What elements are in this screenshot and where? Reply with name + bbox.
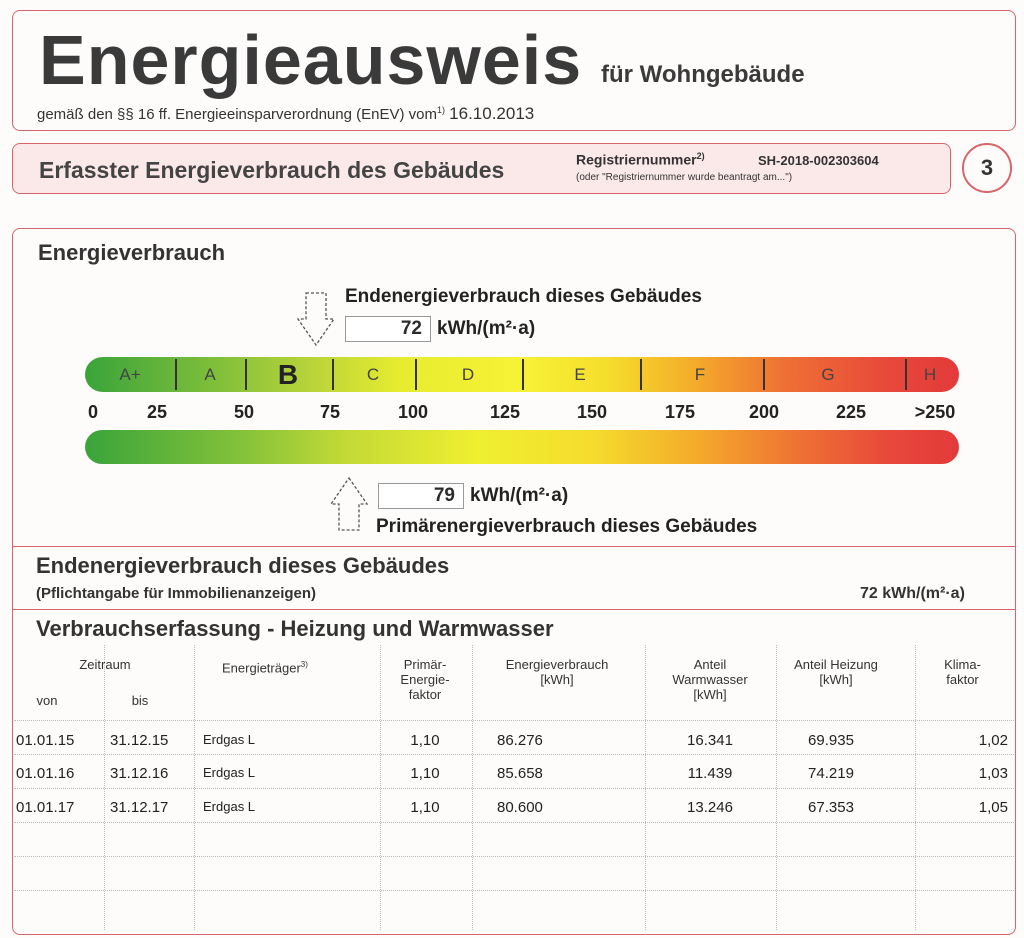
energy-class-f: F (694, 365, 706, 384)
scale-tick (175, 359, 177, 390)
header-von: von (36, 693, 58, 708)
cell-faktor: 1,10 (410, 799, 440, 816)
scale-number: 0 (87, 402, 99, 422)
mandatory-value-unit: kWh/(m²·a) (882, 585, 965, 602)
primary-energy-label: Primärenergieverbrauch dieses Gebäudes (376, 516, 758, 537)
energy-class-a: A (204, 365, 216, 384)
table-title: Verbrauchserfassung - Heizung und Warmwasser (36, 616, 554, 641)
table-column-rule (915, 645, 916, 930)
scale-number: 125 (489, 402, 521, 422)
cell-verbrauch: 85.658 (497, 765, 543, 782)
header-bis: bis (131, 693, 149, 708)
scale-tick (640, 359, 642, 390)
scale-tick (763, 359, 765, 390)
table-column-rule (645, 645, 646, 930)
registration-note: (oder "Registriernummer wurde beantragt am...") (576, 172, 793, 183)
scale-number: 50 (233, 402, 255, 422)
registration-footnote: 2) (696, 151, 705, 161)
consumption-title: Energieverbrauch (38, 240, 226, 265)
table-rule (14, 822, 1014, 823)
cell-faktor: 1,10 (410, 732, 440, 749)
scale-number: 25 (146, 402, 168, 422)
header-heizung: Anteil Heizung [kWh] (794, 657, 878, 687)
cell-von: 01.01.15 (16, 732, 75, 749)
scale-tick (905, 359, 907, 390)
cell-warmwasser: 13.246 (687, 799, 733, 816)
header-zeitraum: Zeitraum (79, 657, 131, 672)
law-date: 16.10.2013 (449, 104, 535, 123)
cell-heizung: 74.219 (808, 765, 854, 782)
document-title: Energieausweis (39, 21, 583, 99)
cell-klima: 1,02 (978, 732, 1008, 749)
end-energy-value: 72 (345, 316, 431, 342)
law-footnote: 1) (436, 105, 445, 115)
scale-tick (522, 359, 524, 390)
primary-energy-value: 79 (378, 483, 464, 509)
document-subtitle: für Wohngebäude (601, 61, 805, 88)
cell-von: 01.01.16 (16, 765, 75, 782)
end-energy-label: Endenergieverbrauch dieses Gebäudes (345, 286, 702, 307)
cell-von: 01.01.17 (16, 799, 75, 816)
scale-tick (332, 359, 334, 390)
scale-number: >250 (914, 402, 956, 422)
end-energy-unit: kWh/(m²·a) (437, 318, 536, 339)
table-rule (14, 754, 1014, 755)
cell-klima: 1,05 (978, 799, 1008, 816)
scale-tick (415, 359, 417, 390)
table-column-rule (380, 645, 381, 930)
header-energietraeger (200, 657, 382, 675)
up-arrow-icon (329, 476, 369, 532)
energy-class-d: D (461, 365, 475, 384)
table-column-rule (472, 645, 473, 930)
scale-number: 75 (319, 402, 341, 422)
primary-energy-unit: kWh/(m²·a) (470, 485, 569, 506)
scale-tick (245, 359, 247, 390)
header-klimafaktor: Klima- faktor (944, 657, 981, 687)
gradient-bar (85, 430, 959, 464)
header-warmwasser: Anteil Warmwasser [kWh] (672, 657, 748, 702)
cell-warmwasser: 11.439 (687, 765, 733, 782)
cell-heizung: 67.353 (808, 799, 854, 816)
scale-number: 175 (664, 402, 696, 422)
cell-klima: 1,03 (978, 765, 1008, 782)
law-text: gemäß den §§ 16 ff. Energieeinsparverordnung (EnEV) vom (37, 106, 437, 123)
down-arrow-icon (296, 291, 336, 347)
cell-warmwasser: 16.341 (687, 732, 733, 749)
table-rule (14, 788, 1014, 789)
cell-verbrauch: 80.600 (497, 799, 543, 816)
mandatory-title: Endenergieverbrauch dieses Gebäudes (36, 553, 450, 578)
header-box (12, 10, 1016, 131)
mandatory-value-number: 72 (860, 585, 878, 602)
table-rule (14, 720, 1014, 721)
table-rule (14, 856, 1014, 857)
law-reference (37, 104, 534, 124)
table-column-rule (194, 645, 195, 930)
cell-bis: 31.12.17 (110, 799, 169, 816)
table-column-rule (776, 645, 777, 930)
header-energietraeger-footnote: 3) (300, 660, 308, 669)
scale-number: 100 (397, 402, 429, 422)
scale-number: 200 (748, 402, 780, 422)
section-divider (12, 609, 1016, 610)
header-energieverbrauch: Energieverbrauch [kWh] (505, 657, 609, 687)
cell-bis: 31.12.15 (110, 732, 169, 749)
cell-verbrauch: 86.276 (497, 732, 543, 749)
energy-class-b: B (277, 359, 299, 390)
section-divider (12, 546, 1016, 547)
table-rule (14, 890, 1014, 891)
scale-number: 150 (576, 402, 608, 422)
cell-traeger: Erdgas L (203, 799, 256, 814)
registration-label (576, 151, 705, 168)
energy-class-g: G (821, 365, 835, 384)
scale-number: 225 (835, 402, 867, 422)
cell-traeger: Erdgas L (203, 765, 256, 780)
registration-label-text: Registriernummer (576, 151, 697, 168)
registration-section-title: Erfasster Energieverbrauch des Gebäudes (39, 157, 505, 183)
mandatory-subtitle: (Pflichtangabe für Immobilienanzeigen) (36, 585, 317, 602)
table-column-rule (104, 645, 105, 930)
cell-heizung: 69.935 (808, 732, 854, 749)
cell-bis: 31.12.16 (110, 765, 169, 782)
energy-class-c: C (366, 365, 380, 384)
cell-faktor: 1,10 (410, 765, 440, 782)
energy-class-scale (85, 357, 959, 392)
header-energietraeger-text: Energieträger (222, 660, 301, 676)
energy-class-aplus: A+ (119, 365, 141, 384)
energy-class-h: H (923, 365, 937, 384)
mandatory-value (860, 585, 965, 603)
page-number-badge: 3 (962, 143, 1012, 193)
cell-traeger: Erdgas L (203, 732, 256, 747)
header-primaerfaktor: Primär- Energie- faktor (400, 657, 450, 702)
registration-box (12, 143, 951, 194)
energy-class-e: E (574, 365, 586, 384)
registration-number: SH-2018-002303604 (758, 153, 879, 168)
